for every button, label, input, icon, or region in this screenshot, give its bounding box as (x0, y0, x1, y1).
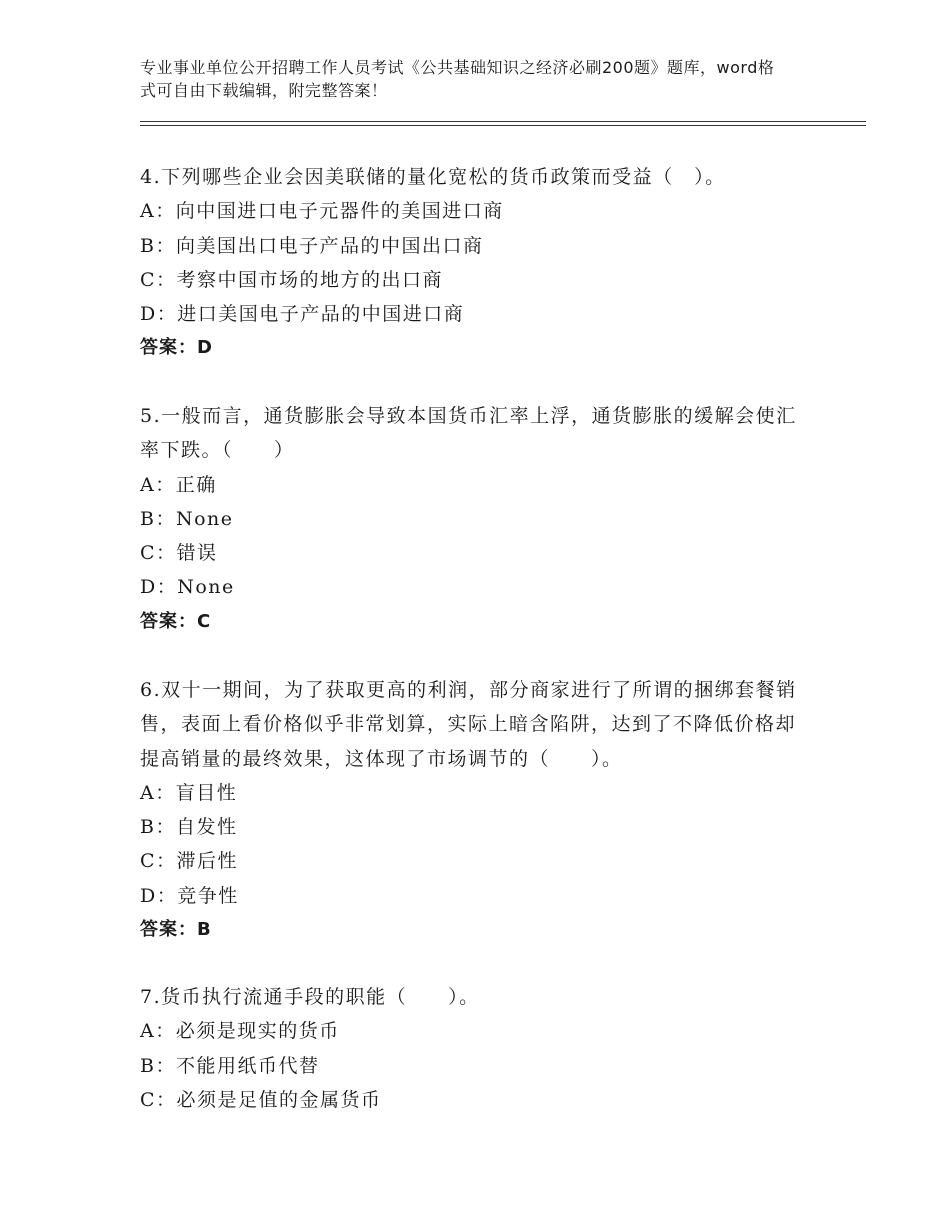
option-b: B：不能用纸币代替 (140, 1054, 320, 1077)
question-stem: 6.双十一期间，为了获取更高的利润，部分商家进行了所谓的捆绑套餐销售，表面上看价格似乎非常划算，实际上暗含陷阱，达到了不降低价格却提高销量的最终效果，这体现了市场调节的（ ）。 (140, 679, 797, 770)
option-d: D：竞争性 (140, 884, 239, 907)
option-d: D：None (140, 576, 235, 599)
option-a: A：必须是现实的货币 (140, 1020, 340, 1043)
question-6 (140, 673, 800, 947)
answer-label: 答案：D (140, 337, 213, 359)
question-stem: 5.一般而言，通货膨胀会导致本国货币汇率上浮，通货膨胀的缓解会使汇率下跌。（ ） (140, 405, 797, 462)
option-a: A：正确 (140, 473, 217, 496)
question-5 (140, 399, 800, 639)
header-divider-bottom (140, 125, 866, 126)
option-b: B：自发性 (140, 816, 238, 839)
option-c: C：考察中国市场的地方的出口商 (140, 268, 444, 291)
answer-label: 答案：B (140, 919, 212, 941)
header-title: 专业事业单位公开招聘工作人员考试《公共基础知识之经济必刷200题》题库，word格式可自由下载编辑，附完整答案！ (140, 58, 775, 100)
question-stem: 7.货币执行流通手段的职能（ ）。 (140, 986, 480, 1008)
option-b: B：向美国出口电子产品的中国出口商 (140, 234, 484, 257)
document-header (140, 56, 780, 102)
option-d: D：进口美国电子产品的中国进口商 (140, 303, 465, 326)
option-a: A：盲目性 (140, 781, 238, 804)
answer-label: 答案：C (140, 610, 212, 632)
option-c: C：滞后性 (140, 850, 239, 873)
option-c: C：错误 (140, 542, 218, 565)
option-a: A：向中国进口电子元器件的美国进口商 (140, 200, 504, 223)
question-stem: 4.下列哪些企业会因美联储的量化宽松的货币政策而受益（ ）。 (140, 166, 726, 188)
question-7 (140, 980, 800, 1117)
question-4 (140, 160, 800, 366)
header-divider-top (140, 121, 866, 122)
option-b: B：None (140, 507, 234, 530)
option-c: C：必须是足值的金属货币 (140, 1088, 382, 1111)
